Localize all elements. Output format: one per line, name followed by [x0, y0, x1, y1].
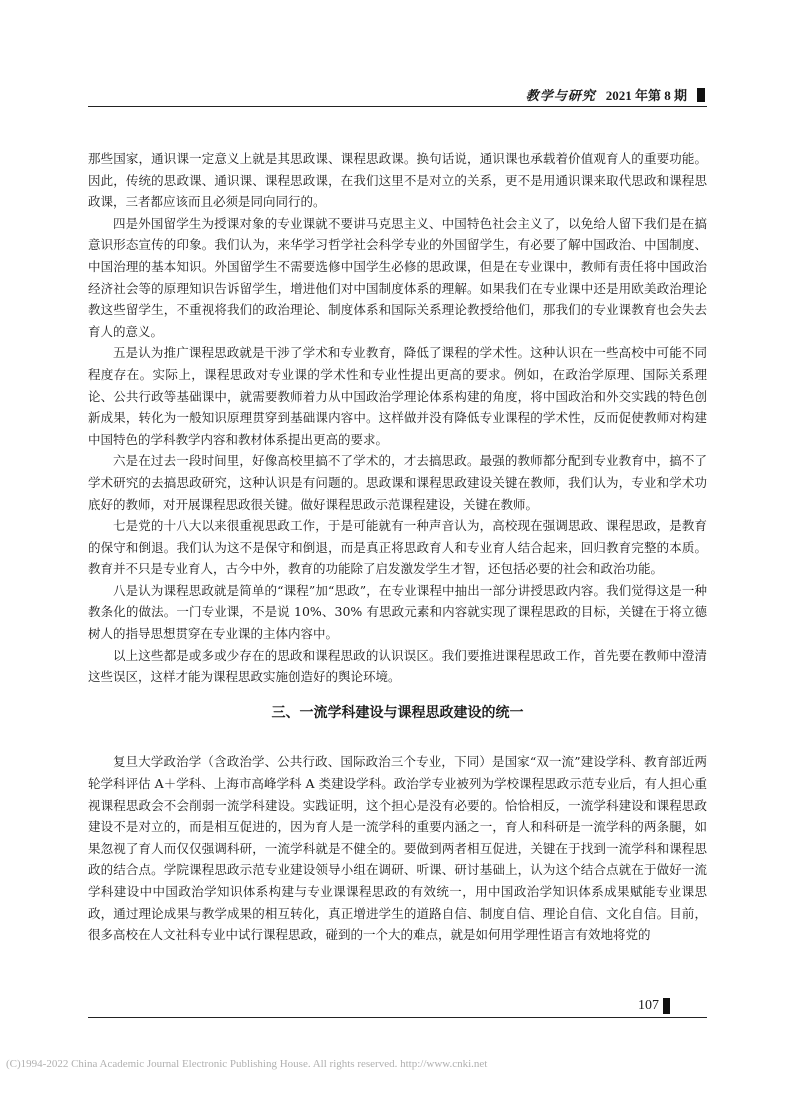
paragraph: 六是在过去一段时间里，好像高校里搞不了学术的，才去搞思政。最强的教师都分配到专业教育中，搞不了学术研究的去搞思政研究，这种认识是有问题的。思政课和课程思政建设关键在教师，我们认为，专业和学术功底好的教师，对开展课程思政很关键。做好课程思政示范课程建设，关键在教师。 — [88, 453, 707, 512]
paragraph: 那些国家，通识课一定意义上就是其思政课、课程思政课。换句话说，通识课也承载着价值观育人的重要功能。因此，传统的思政课、通识课、课程思政课，在我们这里不是对立的关系，更不是用通识课来取代思政和课程思政课，三者都应该而且必须是同向同行的。 — [88, 151, 707, 210]
paragraph: 四是外国留学生为授课对象的专业课就不要讲马克思主义、中国特色社会主义了，以免给人留下我们是在搞意识形态宣传的印象。我们认为，来华学习哲学社会科学专业的外国留学生，有必要了解中国政治、中国制度、中国治理的基本知识。外国留学生不需要选修中国学生必修的思政课，但是在专业课中，教师有责任将中国政治经济社会等的原理知识告诉留学生，增进他们对中国制度体系的理解。如果我们在专业课中还是用欧美政治理论教这些留学生，不重视将我们的政治理论、制度体系和国际关系理论教授给他们，那我们的专业课教育也会失去育人的意义。 — [88, 215, 707, 339]
section-heading: 三、一流学科建设与课程思政建设的统一 — [271, 704, 524, 721]
paragraph: 七是党的十八大以来很重视思政工作，于是可能就有一种声音认为，高校现在强调思政、课程思政，是教育的保守和倒退。我们认为这不是保守和倒退，而是真正将思政育人和专业育人结合起来，回归教育完整的本质。教育并不只是专业育人，古今中外，教育的功能除了启发激发学生才智，还包括必要的社会和政治功能。 — [88, 518, 707, 577]
paragraph: 以上这些都是或多或少存在的思政和课程思政的认识误区。我们要推进课程思政工作，首先要在教师中澄清这些误区，这样才能为课程思政实施创造好的舆论环境。 — [88, 647, 707, 685]
page-number — [638, 998, 670, 1014]
paragraph: 复旦大学政治学（含政治学、公共行政、国际政治三个专业，下同）是国家“双一流”建设学科、教育部近两轮学科评估 A＋学科、上海市高峰学科 A 类建设学科。政治学专业被列为学校课程思政示范专业后，有人担心重视课程思政会不会削弱一流学科建设。实践证明，这个担心是没有必要的。恰恰相反，一流学科建设和课程思政建设不是对立的，而是相互促进的，因为育人是一流学科的重要内涵之一，育人和科研是一流学科的两条腿，如果忽视了育人而仅仅强调科研，一流学科就是不健全的。要做到两者相互促进，关键在于找到一流学科和课程思政的结合点。学院课程思政示范专业建设领导小组在调研、听课、研讨基础上，认为这个结合点就在于做好一流学科建设中中国政治学知识体系构建与专业课课程思政的有效统一，用中国政治学知识体系成果赋能专业课思政，通过理论成果与教学成果的相互转化，真正增进学生的道路自信、制度自信、理论自信、文化自信。目前，很多高校在人文社科专业中试行课程思政，碰到的一个大的难点，就是如何用学理性语言有效地将党的 — [88, 754, 707, 943]
paragraph: 八是认为课程思政就是简单的“课程”加“思政”，在专业课程中抽出一部分讲授思政内容。我们觉得这是一种教条化的做法。一门专业课，不是说 10%、30% 有思政元素和内容就实现了课程思政的目标，关键在于将立德树人的指导思想贯穿在专业课的主体内容中。 — [88, 582, 707, 642]
copyright-footer: (C)1994-2022 China Academic Journal Electronic Publishing House. All rights reserved. http://www.cnki.net — [6, 1058, 488, 1070]
header-rule — [88, 106, 707, 107]
article-body — [88, 148, 707, 946]
journal-name: 教学与研究 — [525, 88, 596, 103]
footer-rule — [88, 1017, 707, 1018]
paragraph: 五是认为推广课程思政就是干涉了学术和专业教育，降低了课程的学术性。这种认识在一些高校中可能不同程度存在。实际上，课程思政对专业课的学术性和专业性提出更高的要求。例如，在政治学原理、国际关系理论、公共行政等基础课中，就需要教师着力从中国政治学理论体系构建的角度，将中国政治和外交实践的特色创新成果，转化为一般知识原理贯穿到基础课内容中。这样做并没有降低专业课程的学术性，反而促使教师对构建中国特色的学科教学内容和教材体系提出更高的要求。 — [88, 345, 707, 447]
header-marker — [697, 88, 705, 102]
issue-label: 2021 年第 8 期 — [605, 88, 687, 103]
page-number-text: 107 — [638, 998, 659, 1013]
running-header — [526, 85, 705, 104]
page-number-marker — [663, 998, 670, 1014]
